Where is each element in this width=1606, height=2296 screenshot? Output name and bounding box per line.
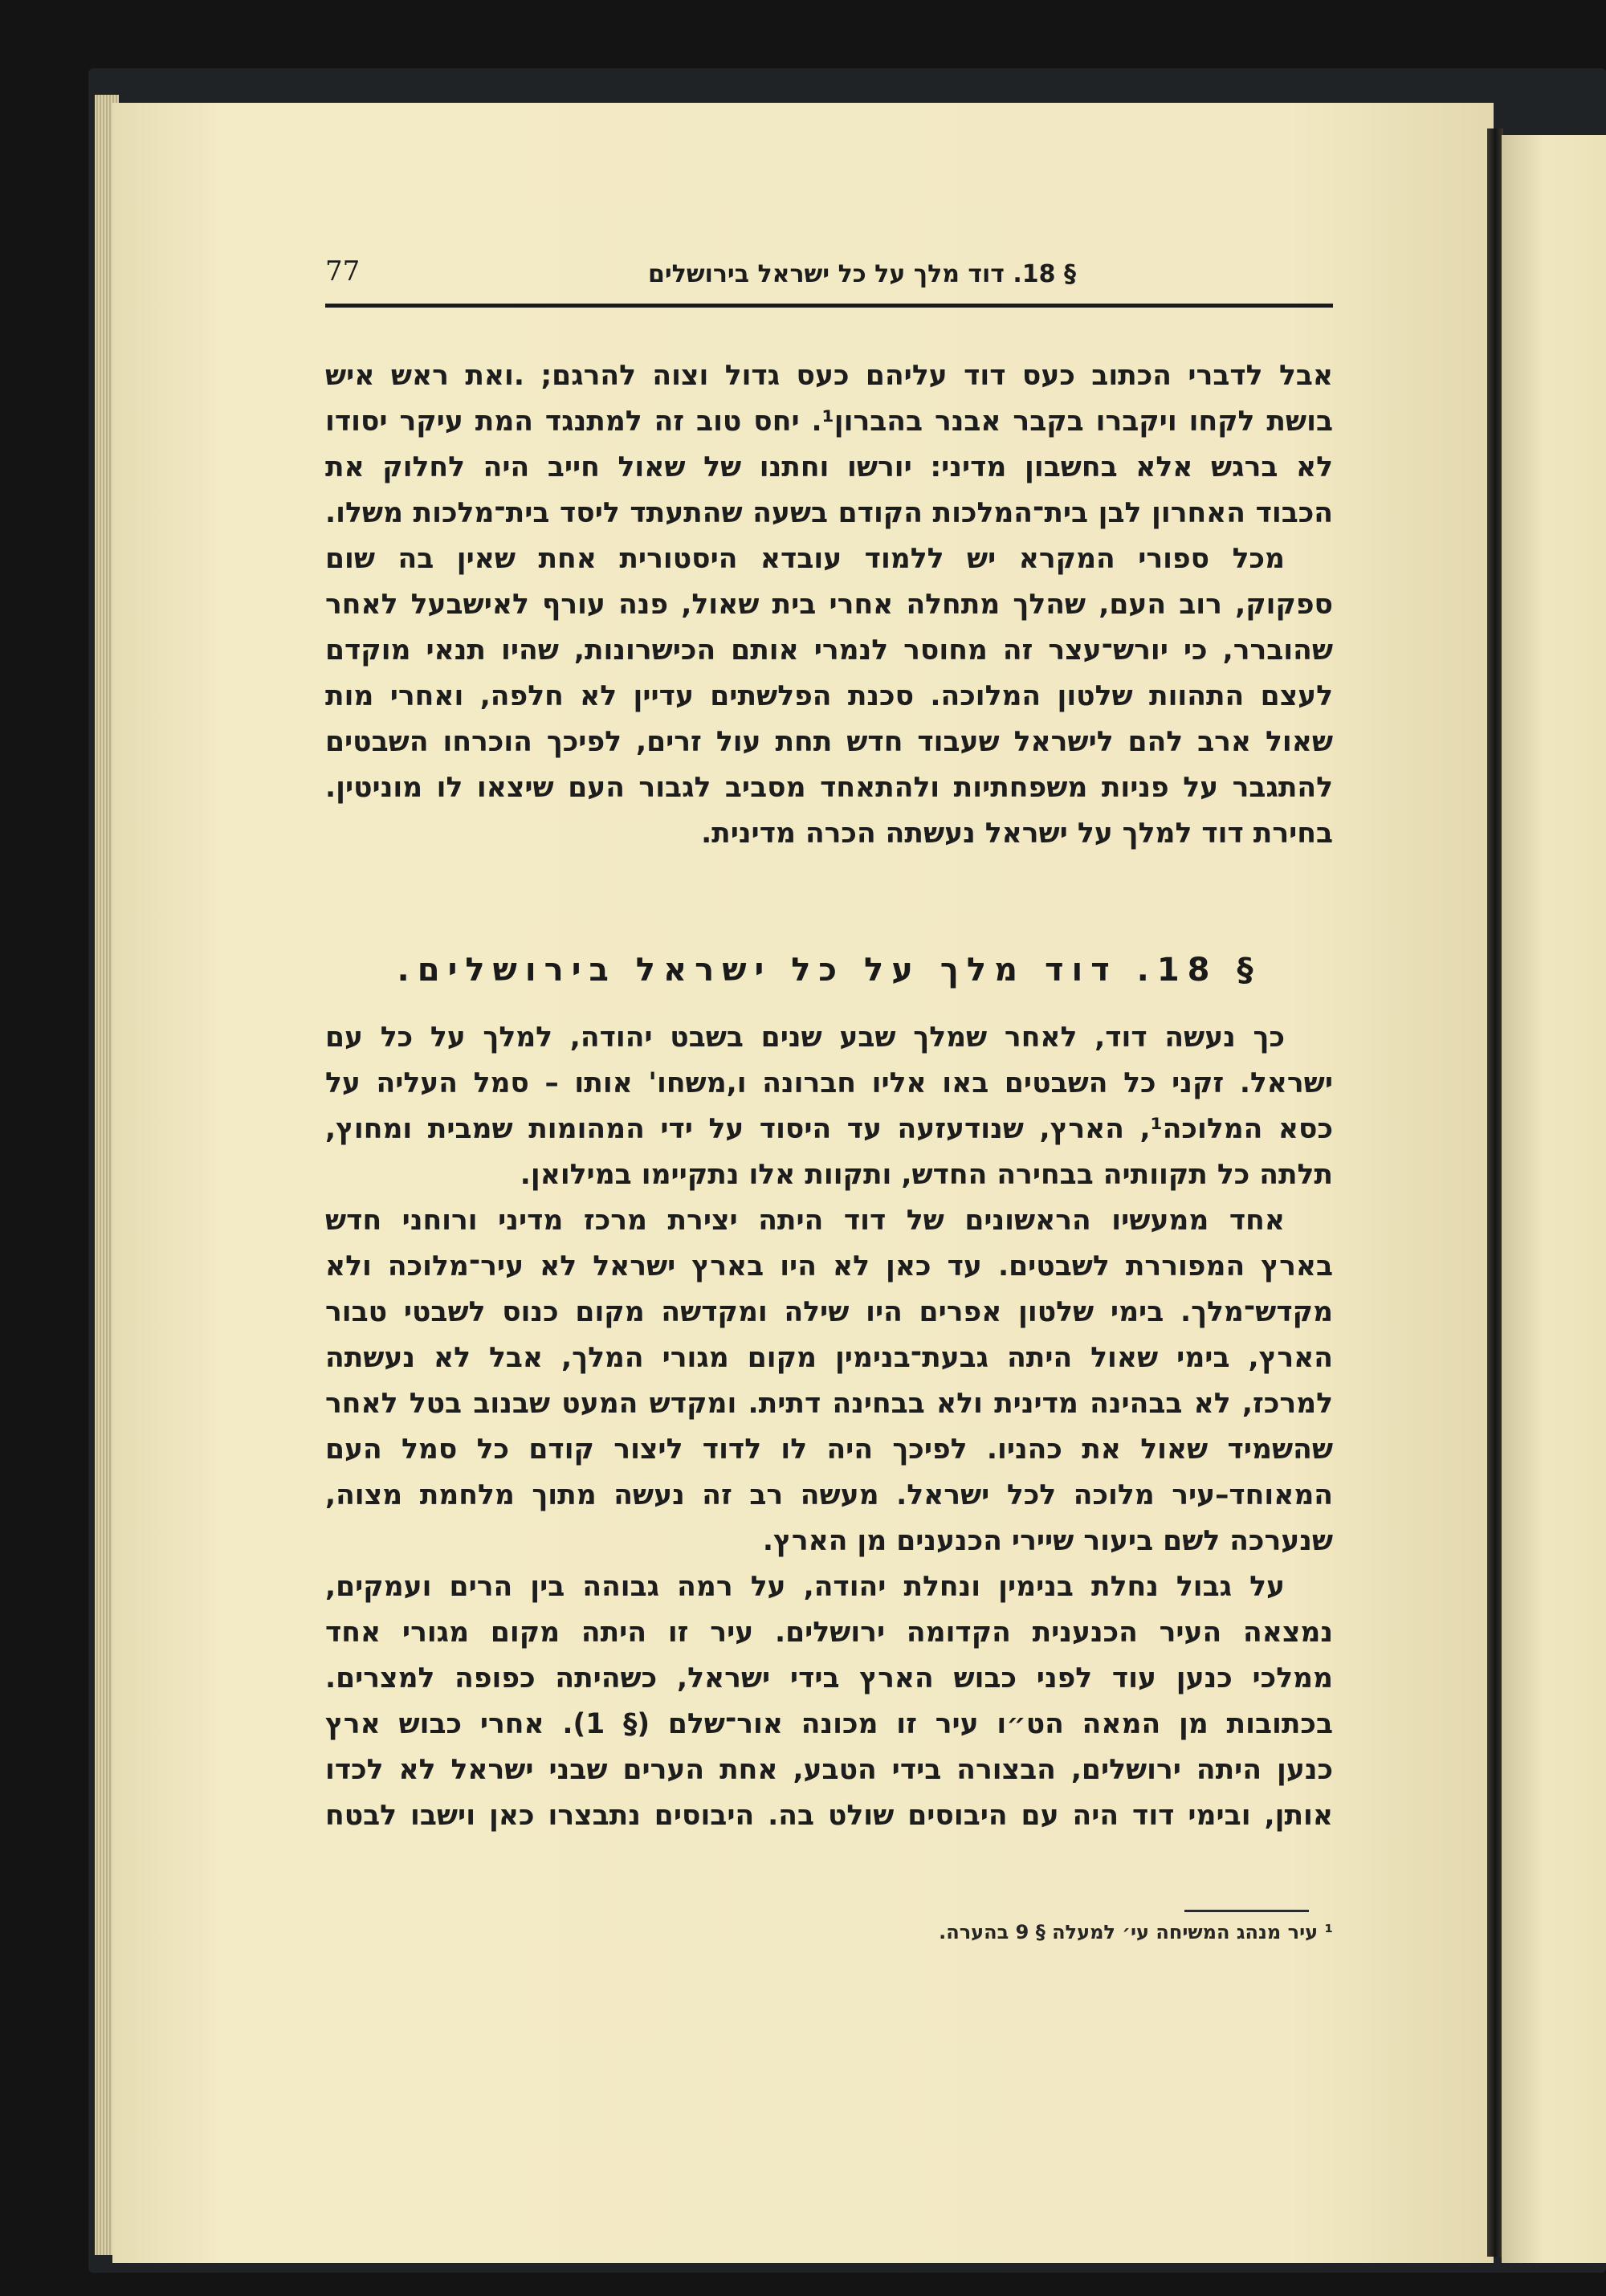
- text-line: כסא המלוכה¹, הארץ, שנודעזעה עד היסוד על ידי המהומות שמבית ומחוץ,: [325, 1113, 1333, 1145]
- text-line: שהוברר, כי יורש־עצר זה מחוסר לנמרי אותם הכישרונות, שהיו תנאי מוקדם: [325, 634, 1333, 667]
- running-header: [325, 255, 1333, 304]
- text-line: ספקוק, רוב העם, שהלך מתחלה אחרי בית שאול, פנה עורף לאישבעל לאחר: [325, 589, 1333, 621]
- book-spine-gap: [1487, 128, 1503, 2257]
- header-rule: [325, 304, 1333, 308]
- text-line: להתגבר על פניות משפחתיות ולהתאחד מסביב לגבור העם שיצאו לו מוניטין.: [325, 772, 1333, 804]
- text-line: בארץ המפוררת לשבטים. עד כאן לא היו בארץ ישראל לא עיר־מלוכה ולא: [325, 1250, 1333, 1283]
- text-line: מכל ספורי המקרא יש ללמוד עובדא היסטורית אחת שאין בה שום: [325, 543, 1285, 575]
- paragraph: [325, 1015, 1333, 1198]
- text-line: בכתובות מן המאה הט״ו עיר זו מכונה אור־שלם (§ 1). אחרי כבוש ארץ: [325, 1708, 1333, 1740]
- text-line: שנערכה לשם ביעור שיירי הכנענים מן הארץ.: [762, 1525, 1333, 1557]
- body-text-after-section: [325, 1015, 1333, 1839]
- text-line: תלתה כל תקוותיה בבחירה החדש, ותקוות אלו נתקיימו במילואן.: [520, 1159, 1333, 1191]
- text-line: שאול ארב להם לישראל שעבוד חדש תחת עול זרים, לפיכך הוכרחו השבטים: [325, 726, 1333, 758]
- text-line: שהשמיד שאול את כהניו. לפיכך היה לו לדוד ליצור קודם כל סמל העם: [325, 1433, 1333, 1466]
- text-line: ממלכי כנען עוד לפני כבוש הארץ בידי ישראל, כשהיתה כפופה למצרים.: [325, 1662, 1333, 1694]
- text-line: אותן, ובימי דוד היה עם היבוסים שולט בה. היבוסים נתבצרו כאן וישבו לבטח: [325, 1800, 1333, 1832]
- footnote-rule: [1184, 1910, 1309, 1912]
- text-line: לא ברגש אלא בחשבון מדיני: יורשו וחתנו של שאול חייב היה לחלוק את: [325, 451, 1333, 483]
- text-line: בחירת דוד למלך על ישראל נעשתה הכרה מדינית.: [701, 818, 1333, 850]
- paragraph: [325, 536, 1333, 857]
- text-line: אבל לדברי הכתוב כעס דוד עליהם כעס גדול וצוה להרגם; .ואת ראש איש: [325, 360, 1333, 392]
- text-line: הארץ, בימי שאול היתה גבעת־בנימין מקום מגורי המלך, אבל לא נעשתה: [325, 1342, 1333, 1374]
- section-heading: § 18. דוד מלך על כל ישראל בירושלים.: [397, 952, 1262, 989]
- text-line: אחד ממעשיו הראשונים של דוד היתה יצירת מרכז מדיני ורוחני חדש: [325, 1205, 1285, 1237]
- text-line: נמצאה העיר הכנענית הקדומה ירושלים. עיר זו היתה מקום מגורי אחד: [325, 1617, 1333, 1649]
- text-line: כך נעשה דוד, לאחר שמלך שבע שנים בשבט יהודה, למלך על כל עם: [325, 1022, 1285, 1054]
- text-line: לעצם התהוות שלטון המלוכה. סכנת הפלשתים עדיין לא חלפה, ואחרי מות: [325, 680, 1333, 712]
- body-text-before-section: [325, 353, 1333, 857]
- text-line: הכבוד האחרון לבן בית־המלכות הקודם בשעה שהתעתד ליסד בית־מלכות משלו.: [325, 497, 1333, 529]
- footnote: ¹ עיר מנהג המשיחה עי׳ למעלה § 9 בהערה.: [939, 1921, 1333, 1943]
- text-line: כנען היתה ירושלים, הבצורה בידי הטבע, אחת הערים שבני ישראל לא לכדו: [325, 1754, 1333, 1786]
- paragraph: [325, 353, 1333, 536]
- text-line: מקדש־מלך. בימי שלטון אפרים היו שילה ומקדשה מקום כנוס לשבטי טבור: [325, 1296, 1333, 1328]
- page-number: 77: [325, 255, 361, 288]
- text-line: ישראל. זקני כל השבטים באו אליו חברונה ו,משחו' אותו – סמל העליה על: [325, 1067, 1333, 1099]
- paragraph: [325, 1564, 1333, 1839]
- text-line: על גבול נחלת בנימין ונחלת יהודה, על רמה גבוהה בין הרים ועמקים,: [325, 1571, 1285, 1603]
- facing-page-edge: [1502, 135, 1606, 2263]
- paragraph: [325, 1198, 1333, 1564]
- text-line: המאוחד–עיר מלוכה לכל ישראל. מעשה רב זה נעשה מתוך מלחמת מצוה,: [325, 1479, 1333, 1511]
- running-title: § 18. דוד מלך על כל ישראל בירושלים: [647, 260, 1076, 288]
- text-line: למרכז, לא בבהינה מדינית ולא בבחינה דתית. ומקדש המעט שבנוב בטל לאחר: [325, 1388, 1333, 1420]
- text-line: בושת לקחו ויקברו בקבר אבנר בהברון¹. יחס טוב זה למתנגד המת עיקר יסודו: [325, 406, 1333, 438]
